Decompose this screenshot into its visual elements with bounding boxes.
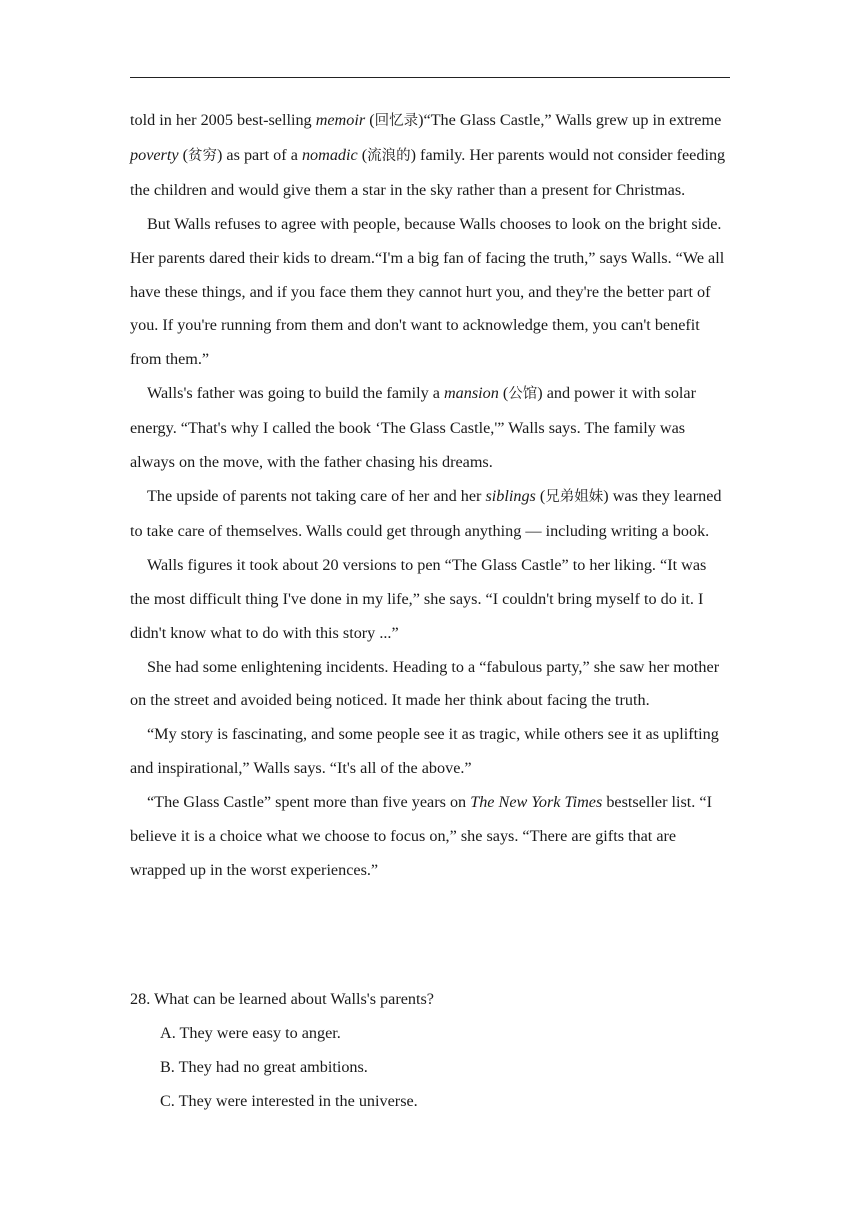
paragraph-2: But Walls refuses to agree with people, because Walls chooses to look on the bright side. Her parents dared their kids to dream.“I'm a big fan of facing the truth,” says Walls. “We all have these things, and if you face them they cannot hurt you, and they're the better part of you. If you're running from them and don't want to acknowledge them, you can't benefit from them.”: [130, 214, 725, 369]
option-c[interactable]: C. They were interested in the universe.: [160, 1091, 418, 1110]
gloss-memoir: 回忆录: [374, 113, 419, 129]
gloss-mansion: 公馆: [508, 386, 538, 403]
option-b[interactable]: B. They had no great ambitions.: [160, 1057, 368, 1076]
option-a[interactable]: A. They were easy to anger.: [160, 1023, 341, 1042]
answer-options: [130, 1017, 730, 1119]
question-block: [130, 983, 730, 1119]
paragraph-4: The upside of parents not taking care of her and her siblings (兄弟姐妹) was they learned to take care of themselves. Walls could get through anything — including writing a book.: [130, 486, 722, 540]
paragraph-1: told in her 2005 best-selling memoir (回忆录)“The Glass Castle,” Walls grew up in extreme poverty (贫穷) as part of a nomadic (流浪的) family. Her parents would not consider feeding the children and would give them a star in the sky rather than a present for Christmas.: [130, 111, 726, 199]
term-memoir: memoir: [315, 111, 366, 129]
gloss-poverty: 贫穷: [187, 147, 217, 164]
paragraph-3: Walls's father was going to build the family a mansion (公馆) and power it with solar energy. “That's why I called the book ‘The Glass Castle,'” Walls says. The family was always on the move, with the father chasing his dreams.: [130, 384, 696, 472]
article-body: [130, 104, 730, 888]
question-stem: 28. What can be learned about Walls's parents?: [130, 990, 434, 1008]
paragraph-7: “My story is fascinating, and some people see it as tragic, while others see it as uplifting and inspirational,” Walls says. “It's all of the above.”: [130, 725, 719, 778]
term-siblings: siblings: [485, 486, 536, 505]
gloss-nomadic: 流浪的: [367, 147, 411, 164]
term-poverty: poverty: [130, 145, 179, 164]
paragraph-5: Walls figures it took about 20 versions to pen “The Glass Castle” to her liking. “It was the most difficult thing I've done in my life,” she says. “I couldn't bring myself to do it. I didn't know what to do with this story ...”: [130, 555, 707, 642]
paragraph-8: “The Glass Castle” spent more than five years on The New York Times bestseller list. “I believe it is a choice what we choose to focus on,” she says. “There are gifts that are wrapped up in the worst experiences.”: [130, 793, 712, 879]
paragraph-6: She had some enlightening incidents. Heading to a “fabulous party,” she saw her mother on the street and avoided being noticed. It made her think about facing the truth.: [130, 657, 720, 710]
term-nomadic: nomadic: [301, 145, 358, 164]
term-mansion: mansion: [443, 384, 499, 403]
newspaper-title: The New York Times: [470, 793, 603, 812]
header-rule: [130, 77, 730, 78]
gloss-siblings: 兄弟姐妹: [545, 488, 604, 505]
